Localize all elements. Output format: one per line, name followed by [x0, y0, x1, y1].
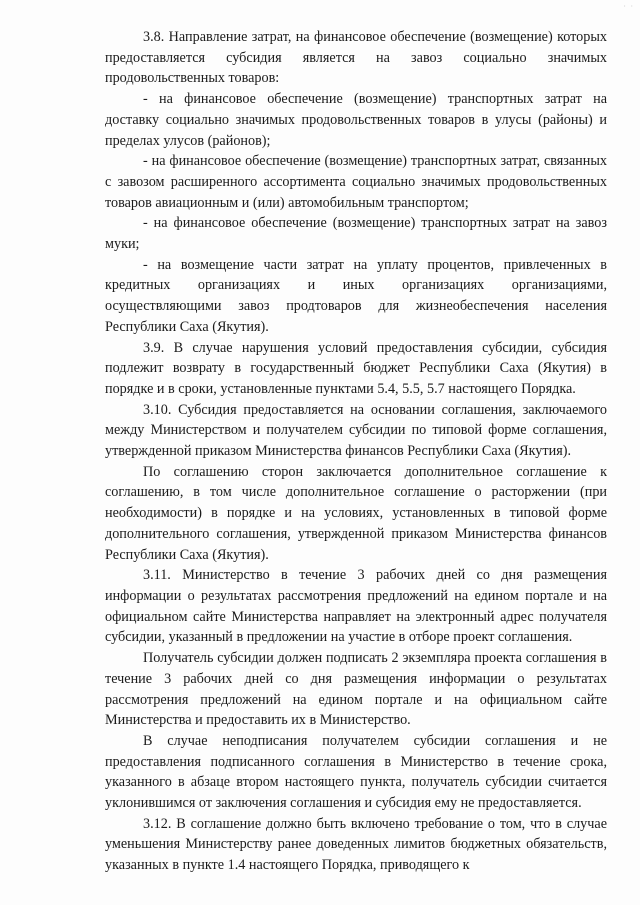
- paragraph-bullet-delivery: - на финансовое обеспечение (возмещение) транспортных затрат на доставку социально значимых продовольственных товаров в улусы (районы) и пределах улусов (районов);: [105, 91, 607, 149]
- paragraph-bullet-flour: - на финансовое обеспечение (возмещение) транспортных затрат на завоз муки;: [105, 215, 607, 253]
- paragraph-3-11: 3.11. Министерство в течение 3 рабочих дней со дня размещения информации о результатах рассмотрения предложений на едином портале и на официальном сайте Министерства направляет на электронный адрес получателя субсидии, указанный в предложении на участие в отборе проект соглашения.: [105, 567, 607, 646]
- paragraph-3-9: 3.9. В случае нарушения условий предоставления субсидии, субсидия подлежит возврату в государственный бюджет Республики Саха (Якутия) в порядке и в сроки, установленные пунктами 5.4, 5.5, 5.7 настоящего Порядка.: [105, 339, 607, 397]
- paragraph-3-12: 3.12. В соглашение должно быть включено требование о том, что в случае уменьшения Министерству ранее доведенных лимитов бюджетных обязательств, указанных в пункте 1.4 настоящего Порядка, приводящего к: [105, 815, 607, 874]
- scan-corner-mark: · ·: [623, 2, 634, 11]
- paragraph-3-10: 3.10. Субсидия предоставляется на основании соглашения, заключаемого между Министерством и получателем субсидии по типовой форме соглашения, утвержденной приказом Министерства финансов Республики Саха (Якутия).: [105, 401, 607, 460]
- document-body: [105, 27, 607, 876]
- paragraph-refusal: В случае неподписания получателем субсидии соглашения и не предоставления подписанного соглашения в Министерство в течение срока, указанного в абзаце втором настоящего пункта, получатель субсидии считается уклонившимся от заключения соглашения и субсидия ему не предоставляется.: [105, 732, 607, 812]
- paragraph-bullet-interest: - на возмещение части затрат на уплату процентов, привлеченных в кредитных организациях и иных организациях организациями, осуществляющими завоз продтоваров для жизнеобеспечения населения Республики Саха (Якутия).: [105, 256, 607, 335]
- paragraph-additional-agreement: По соглашению сторон заключается дополнительное соглашение к соглашению, в том числе дополнительное соглашение о расторжении (при необходимости) в порядке и на условиях, установленных в типовой форме дополнительного соглашения, утвержденной приказом Министерства финансов Республики Саха (Якутия).: [105, 463, 607, 563]
- paragraph-3-8: 3.8. Направление затрат, на финансовое обеспечение (возмещение) которых предоставляется субсидия является на завоз социально значимых продовольственных товаров:: [105, 29, 607, 87]
- paragraph-recipient-signing: Получатель субсидии должен подписать 2 экземпляра проекта соглашения в течение 3 рабочих дней со дня размещения информации о результатах рассмотрения предложений на едином портале и на официальном сайте Министерства и предоставить их в Министерство.: [105, 650, 607, 729]
- paragraph-bullet-extended-assortment: - на финансовое обеспечение (возмещение) транспортных затрат, связанных с завозом расширенного ассортимента социально значимых продовольственных товаров авиационным и (или) автомобильным транспортом;: [105, 153, 607, 211]
